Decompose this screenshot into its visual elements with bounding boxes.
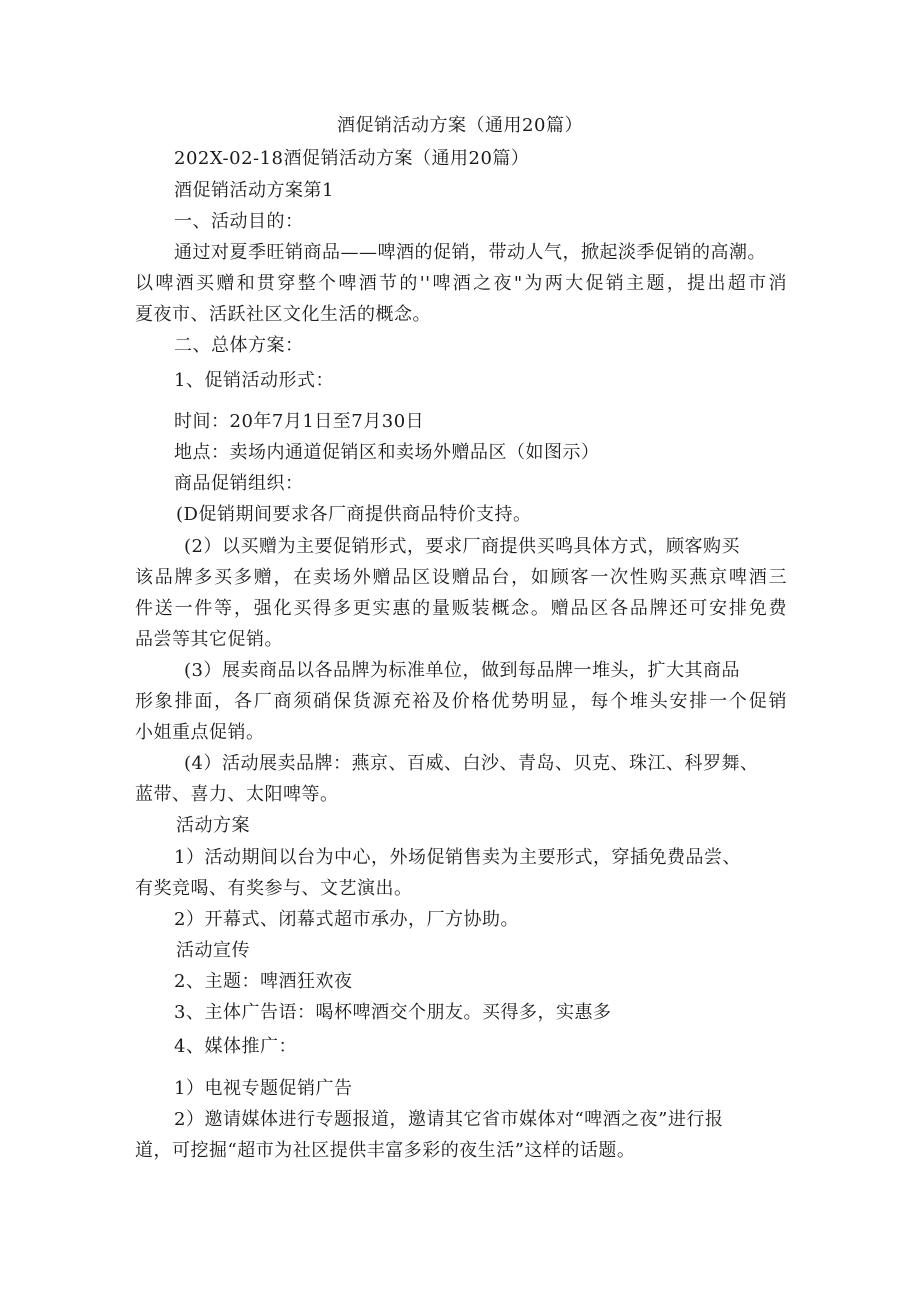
list-item-line: 形象排面，各厂商须硝保货源充裕及价格优势明显，每个堆头安排一个促销	[135, 691, 787, 712]
slogan-line: 3、主体广告语：喝杯啤酒交个朋友。买得多，实惠多	[174, 1002, 612, 1023]
plan-item: 2）开幕式、闭幕式超市承办，厂方协助。	[174, 909, 519, 930]
time-line: 时间：20年7月1日至7月30日	[174, 411, 425, 432]
list-item: (4）活动展卖品牌：燕京、百威、白沙、青岛、贝克、珠江、科罗舞、	[184, 753, 759, 774]
media-item: 1）电视专题促销广告	[174, 1078, 353, 1099]
list-item: (3）展卖商品以各品牌为标准单位，做到每品牌一堆头，扩大其商品	[184, 660, 740, 681]
doc-title: 酒促销活动方案（通用20篇）	[337, 115, 583, 136]
media-item-line: 道，可挖掘“超市为社区提供丰富多彩的夜生活”这样的话题。	[135, 1140, 636, 1161]
doc-subtitle: 202X-02-18酒促销活动方案（通用20篇）	[174, 148, 530, 169]
plan-item-line: 有奖竞喝、有奖参与、文艺演出。	[135, 878, 413, 899]
list-item-line: 品尝等其它促销。	[135, 629, 283, 650]
heading-form: 1、促销活动形式：	[174, 370, 334, 391]
section-label: 酒促销活动方案第1	[174, 180, 334, 201]
list-item-line: 蓝带、喜力、太阳啤等。	[135, 784, 339, 805]
media-heading: 4、媒体推广：	[174, 1036, 297, 1057]
heading-plan: 活动方案	[176, 815, 250, 836]
org-heading: 商品促销组织：	[174, 473, 304, 494]
list-item: (2）以买赠为主要促销形式，要求厂商提供买鸣具体方式，顾客购买	[184, 536, 740, 557]
heading-purpose: 一、活动目的：	[174, 211, 304, 232]
place-line: 地点：卖场内通道促销区和卖场外赠品区（如图示）	[174, 442, 600, 463]
theme-line: 2、主题：啤酒狂欢夜	[174, 971, 353, 992]
heading-promo: 活动宣传	[176, 940, 250, 961]
list-item-line: 件送一件等，强化买得多更实惠的量贩装概念。赠品区各品牌还可安排免费	[135, 598, 787, 619]
paragraph-line: 通过对夏季旺销商品——啤酒的促销，带动人气，掀起淡季促销的高潮。	[174, 242, 766, 263]
plan-item: 1）活动期间以台为中心，外场促销售卖为主要形式，穿插免费品尝、	[174, 847, 741, 868]
list-item: (D促销期间要求各厂商提供商品特价支持。	[176, 504, 532, 525]
paragraph-line: 以啤酒买赠和贯穿整个啤酒节的''啤酒之夜"为两大促销主题，提出超市消	[135, 273, 787, 294]
media-item: 2）邀请媒体进行专题报道，邀请其它省市媒体对“啤酒之夜”进行报	[174, 1109, 724, 1130]
list-item-line: 该品牌多买多赠，在卖场外赠品区设赠品台，如顾客一次性购买燕京啤酒三	[135, 567, 787, 588]
paragraph-line: 夏夜市、活跃社区文化生活的概念。	[135, 304, 431, 325]
list-item-line: 小姐重点促销。	[135, 722, 265, 743]
heading-overall: 二、总体方案：	[174, 335, 304, 356]
